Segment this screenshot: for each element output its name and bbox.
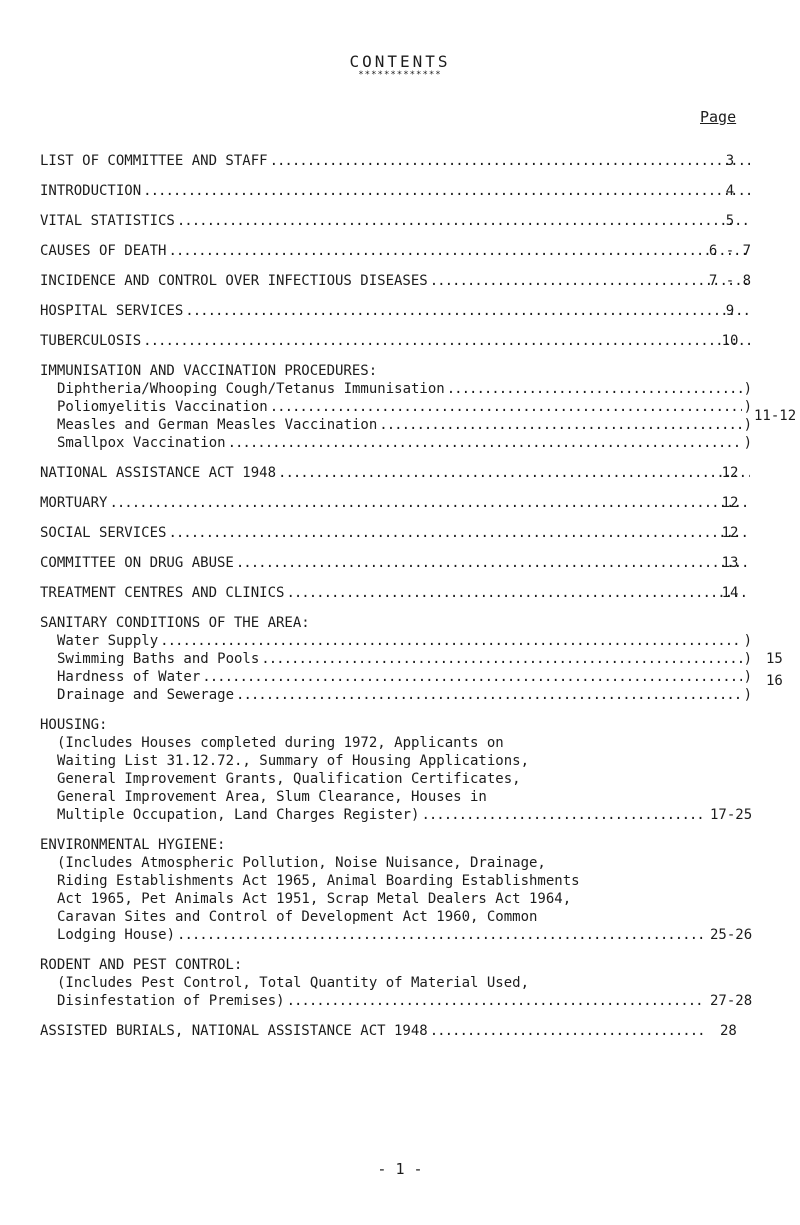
leader-dots: [287, 992, 705, 1010]
toc-entry-page: 10: [721, 333, 739, 349]
toc-entry: [40, 584, 752, 602]
leader-dots: [177, 926, 705, 944]
toc-subentry: [57, 632, 752, 650]
toc-entry-page: 3: [725, 153, 735, 169]
leader-dots: [278, 464, 750, 482]
group-page-immunisation: 11-12: [754, 408, 797, 424]
toc-subentry-label: Smallpox Vaccination: [57, 435, 226, 451]
toc-entry-page: 14: [721, 585, 739, 601]
toc-entry: [40, 182, 752, 200]
housing-line: Multiple Occupation, Land Charges Register): [57, 807, 420, 823]
toc-entry-label: ASSISTED BURIALS, NATIONAL ASSISTANCE ACT 1948: [40, 1023, 428, 1039]
toc-entry-label: NATIONAL ASSISTANCE ACT 1948: [40, 465, 277, 481]
toc-subentry-label: Swimming Baths and Pools: [57, 651, 260, 667]
rodent-last-line: [57, 992, 707, 1010]
toc-subentry-label: Water Supply: [57, 633, 159, 649]
toc-entry-page: 12: [721, 525, 739, 541]
leader-dots: [261, 650, 741, 668]
page-title: CONTENTS: [349, 52, 451, 71]
toc-entry: [40, 212, 752, 230]
toc-subentry-label: Hardness of Water: [57, 669, 201, 685]
leader-dots: [228, 434, 742, 452]
group-page-environmental: 25-26: [710, 927, 753, 943]
toc-subentry-label: Drainage and Sewerage: [57, 687, 235, 703]
rodent-line: (Includes Pest Control, Total Quantity of Material Used,: [57, 975, 530, 991]
group-page-housing: 17-25: [710, 807, 753, 823]
housing-line: (Includes Houses completed during 1972, Applicants on: [57, 735, 504, 751]
bracket: ): [743, 399, 752, 415]
housing-line: General Improvement Grants, Qualification Certificates,: [57, 771, 521, 787]
environmental-line: Lodging House): [57, 927, 176, 943]
toc-entry: [40, 152, 752, 170]
group-page-sanitary-b: 16: [766, 673, 783, 689]
section-heading-housing: HOUSING:: [40, 717, 108, 733]
bracket: ): [743, 435, 752, 451]
bracket: ): [743, 633, 752, 649]
toc-entry-page: 4: [725, 183, 735, 199]
page-number-footer: - 1 -: [377, 1160, 423, 1178]
leader-dots: [379, 416, 741, 434]
toc-entry-page: 13: [721, 555, 739, 571]
leader-dots: [168, 524, 750, 542]
leader-dots: [109, 494, 750, 512]
toc-subentry: [57, 668, 752, 686]
leader-dots: [185, 302, 750, 320]
bracket: ): [743, 381, 752, 397]
leader-dots: [421, 806, 705, 824]
environmental-last-line: [57, 926, 707, 944]
group-page-sanitary-a: 15: [766, 651, 783, 667]
toc-entry-label: INCIDENCE AND CONTROL OVER INFECTIOUS DISEASES: [40, 273, 428, 289]
page-column-heading: Page: [700, 108, 737, 126]
toc-entry: [40, 272, 752, 290]
group-page-rodent: 27-28: [710, 993, 753, 1009]
toc-subentry-label: Poliomyelitis Vaccination: [57, 399, 268, 415]
toc-entry-label: VITAL STATISTICS: [40, 213, 175, 229]
toc-entry-label: INTRODUCTION: [40, 183, 142, 199]
title-underline: *************: [358, 70, 442, 80]
toc-subentry: [57, 398, 752, 416]
toc-entry: [40, 554, 752, 572]
toc-subentry-label: Measles and German Measles Vaccination: [57, 417, 378, 433]
leader-dots: [177, 212, 750, 230]
toc-entry: [40, 302, 752, 320]
leader-dots: [270, 398, 742, 416]
toc-entry-label: LIST OF COMMITTEE AND STAFF: [40, 153, 268, 169]
environmental-line: Caravan Sites and Control of Development Act 1960, Common: [57, 909, 538, 925]
housing-line: Waiting List 31.12.72., Summary of Housing Applications,: [57, 753, 530, 769]
section-heading-environmental: ENVIRONMENTAL HYGIENE:: [40, 837, 226, 853]
toc-entry-page: 5: [725, 213, 735, 229]
toc-entry: [40, 1022, 707, 1040]
toc-entry-label: TREATMENT CENTRES AND CLINICS: [40, 585, 285, 601]
rodent-line: Disinfestation of Premises): [57, 993, 285, 1009]
leader-dots: [270, 152, 750, 170]
section-heading-immunisation: IMMUNISATION AND VACCINATION PROCEDURES:: [40, 363, 378, 379]
leader-dots: [236, 554, 750, 572]
toc-entry-label: CAUSES OF DEATH: [40, 243, 167, 259]
toc-entry: [40, 332, 752, 350]
toc-subentry: [57, 686, 752, 704]
toc-subentry-label: Diphtheria/Whooping Cough/Tetanus Immunisation: [57, 381, 445, 397]
environmental-line: (Includes Atmospheric Pollution, Noise Nuisance, Drainage,: [57, 855, 546, 871]
leader-dots: [286, 584, 750, 602]
toc-entry: [40, 524, 752, 542]
toc-entry-label: COMMITTEE ON DRUG ABUSE: [40, 555, 234, 571]
leader-dots: [160, 632, 741, 650]
environmental-line: Act 1965, Pet Animals Act 1951, Scrap Metal Dealers Act 1964,: [57, 891, 572, 907]
section-heading-rodent: RODENT AND PEST CONTROL:: [40, 957, 243, 973]
housing-last-line: [57, 806, 707, 824]
toc-entry-page: 12: [721, 495, 739, 511]
toc-subentry: [57, 434, 752, 452]
toc-entry-label: MORTUARY: [40, 495, 108, 511]
toc-entry-label: TUBERCULOSIS: [40, 333, 142, 349]
toc-entry-label: SOCIAL SERVICES: [40, 525, 167, 541]
toc-entry-page: 6 - 7: [708, 243, 752, 259]
toc-entry-page: 7 - 8: [708, 273, 752, 289]
section-heading-sanitary: SANITARY CONDITIONS OF THE AREA:: [40, 615, 310, 631]
leader-dots: [143, 332, 750, 350]
toc-entry: [40, 494, 752, 512]
bracket: ): [743, 687, 752, 703]
leader-dots: [430, 1022, 705, 1040]
leader-dots: [202, 668, 741, 686]
bracket: ): [743, 669, 752, 685]
toc-subentry: [57, 416, 752, 434]
housing-line: General Improvement Area, Slum Clearance, Houses in: [57, 789, 487, 805]
toc-entry-page: 28: [720, 1023, 737, 1039]
environmental-line: Riding Establishments Act 1965, Animal Boarding Establishments: [57, 873, 580, 889]
leader-dots: [447, 380, 742, 398]
toc-entry: [40, 242, 752, 260]
leader-dots: [168, 242, 750, 260]
toc-entry-page: 12: [721, 465, 739, 481]
bracket: ): [743, 651, 752, 667]
toc-entry-label: HOSPITAL SERVICES: [40, 303, 184, 319]
toc-entry: [40, 464, 752, 482]
bracket: ): [743, 417, 752, 433]
toc-subentry: [57, 380, 752, 398]
toc-entry-page: 9: [725, 303, 735, 319]
leader-dots: [236, 686, 742, 704]
toc-subentry: [57, 650, 752, 668]
leader-dots: [143, 182, 750, 200]
